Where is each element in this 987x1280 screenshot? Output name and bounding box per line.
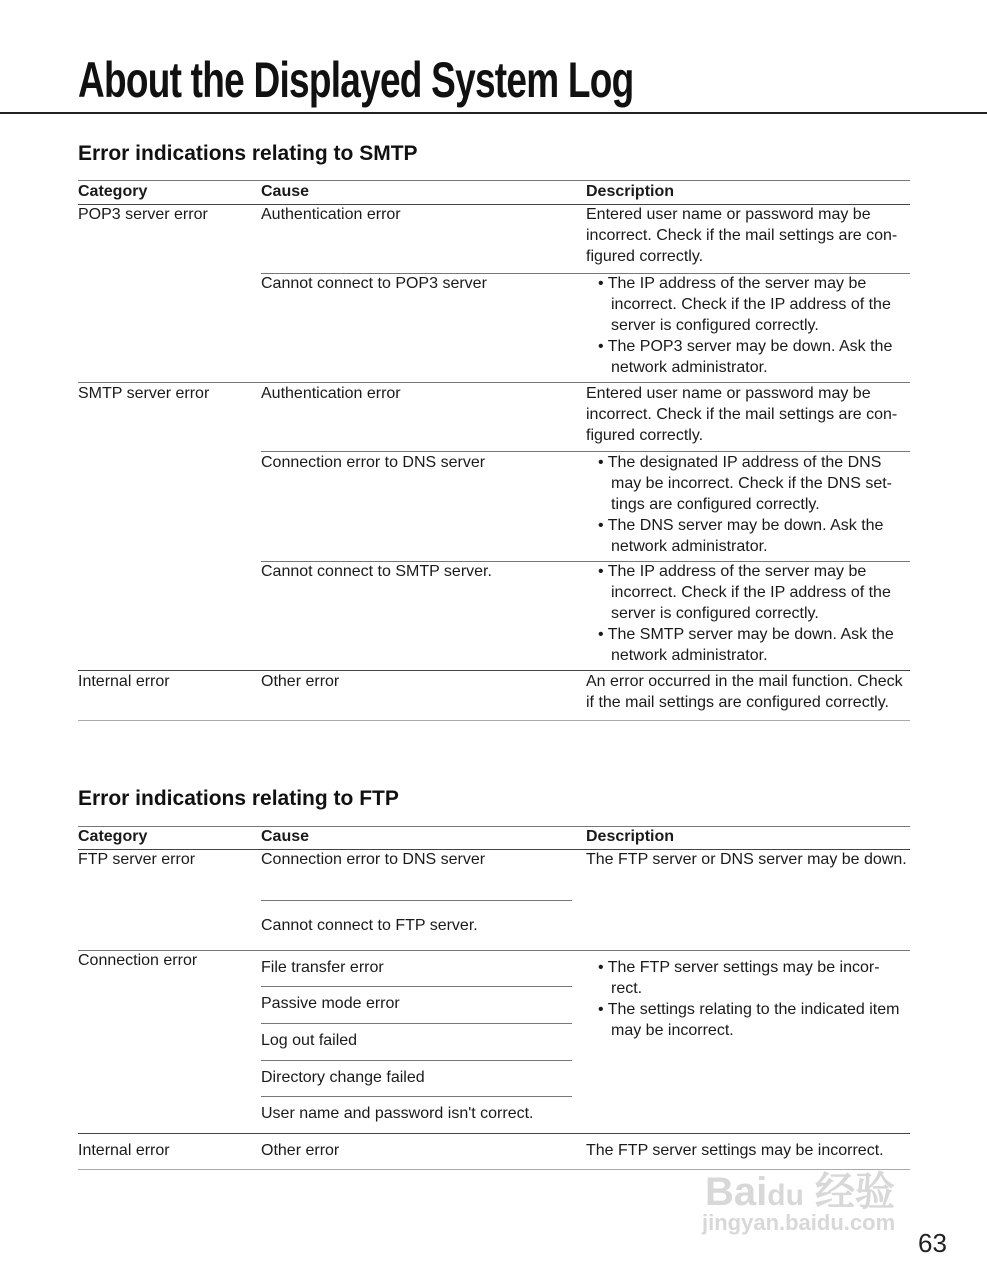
header-description: Description (586, 828, 675, 845)
description-bullets (598, 561, 913, 666)
description-line: incorrect. Check if the mail settings are con- (586, 406, 898, 423)
cause-cell: Directory change failed (261, 1069, 425, 1086)
category-cell: Internal error (78, 1142, 170, 1159)
divider (261, 1023, 572, 1024)
header-category: Category (78, 183, 148, 200)
description-line: Entered user name or password may be (586, 206, 871, 223)
divider (261, 1060, 572, 1061)
description-cell: The FTP server settings may be incorrect. (586, 1142, 884, 1159)
description-line: if the mail settings are configured correctly. (586, 694, 889, 711)
divider (78, 1133, 910, 1134)
description-cell (586, 204, 916, 267)
divider (78, 720, 910, 721)
description-bullets (598, 957, 913, 1041)
category-cell: SMTP server error (78, 385, 210, 402)
cause-cell: Other error (261, 1142, 340, 1159)
header-description: Description (586, 183, 675, 200)
description-line: Entered user name or password may be (586, 385, 871, 402)
description-cell (586, 671, 916, 713)
description-cell (586, 383, 916, 446)
watermark-url: jingyan.baidu.com (702, 1210, 896, 1235)
divider (78, 950, 910, 951)
cause-cell: File transfer error (261, 959, 384, 976)
cause-cell: Authentication error (261, 206, 401, 223)
description-cell: The FTP server or DNS server may be down. (586, 851, 907, 868)
page-title: About the Displayed System Log (78, 52, 634, 108)
divider (261, 986, 572, 987)
bullet-item: • The designated IP address of the DNS may be incorrect. Check if the DNS set- tings are configured correctly. (598, 454, 892, 513)
header-cause: Cause (261, 828, 310, 845)
cause-cell: Log out failed (261, 1032, 358, 1049)
ftp-heading: Error indications relating to FTP (78, 787, 399, 810)
description-line: incorrect. Check if the mail settings are con- (586, 227, 898, 244)
cause-cell: Connection error to DNS server (261, 851, 486, 868)
description-line: figured correctly. (586, 427, 704, 444)
description-line: figured correctly. (586, 248, 704, 265)
category-cell: FTP server error (78, 851, 196, 868)
category-cell: Internal error (78, 673, 170, 690)
watermark-logo: Baidu 经验 (705, 1170, 896, 1214)
category-cell: POP3 server error (78, 206, 208, 223)
divider (261, 900, 572, 901)
bullet-item: • The IP address of the server may be incorrect. Check if the IP address of the server is configured correctly. (598, 563, 891, 622)
divider (261, 1096, 572, 1097)
cause-cell: Connection error to DNS server (261, 454, 486, 471)
description-bullets (598, 452, 913, 557)
cause-cell: Passive mode error (261, 995, 400, 1012)
description-line: An error occurred in the mail function. Check (586, 673, 903, 690)
smtp-heading: Error indications relating to SMTP (78, 142, 418, 165)
divider (78, 180, 910, 181)
page-number: 63 (918, 1228, 947, 1258)
divider (78, 826, 910, 827)
bullet-item: • The SMTP server may be down. Ask the network administrator. (598, 626, 894, 664)
cause-cell: Cannot connect to SMTP server. (261, 563, 492, 580)
cause-cell: User name and password isn't correct. (261, 1105, 534, 1122)
title-rule (0, 112, 987, 114)
bullet-item: • The FTP server settings may be incor- rect. (598, 959, 880, 997)
bullet-item: • The POP3 server may be down. Ask the network administrator. (598, 338, 893, 376)
cause-cell: Cannot connect to FTP server. (261, 917, 478, 934)
cause-cell: Authentication error (261, 385, 401, 402)
description-bullets (598, 273, 913, 378)
cause-cell: Other error (261, 673, 340, 690)
category-cell: Connection error (78, 952, 198, 969)
header-cause: Cause (261, 183, 310, 200)
bullet-item: • The DNS server may be down. Ask the network administrator. (598, 517, 884, 555)
bullet-item: • The settings relating to the indicated item may be incorrect. (598, 1001, 900, 1039)
cause-cell: Cannot connect to POP3 server (261, 275, 487, 292)
bullet-item: • The IP address of the server may be incorrect. Check if the IP address of the server is configured correctly. (598, 275, 891, 334)
header-category: Category (78, 828, 148, 845)
